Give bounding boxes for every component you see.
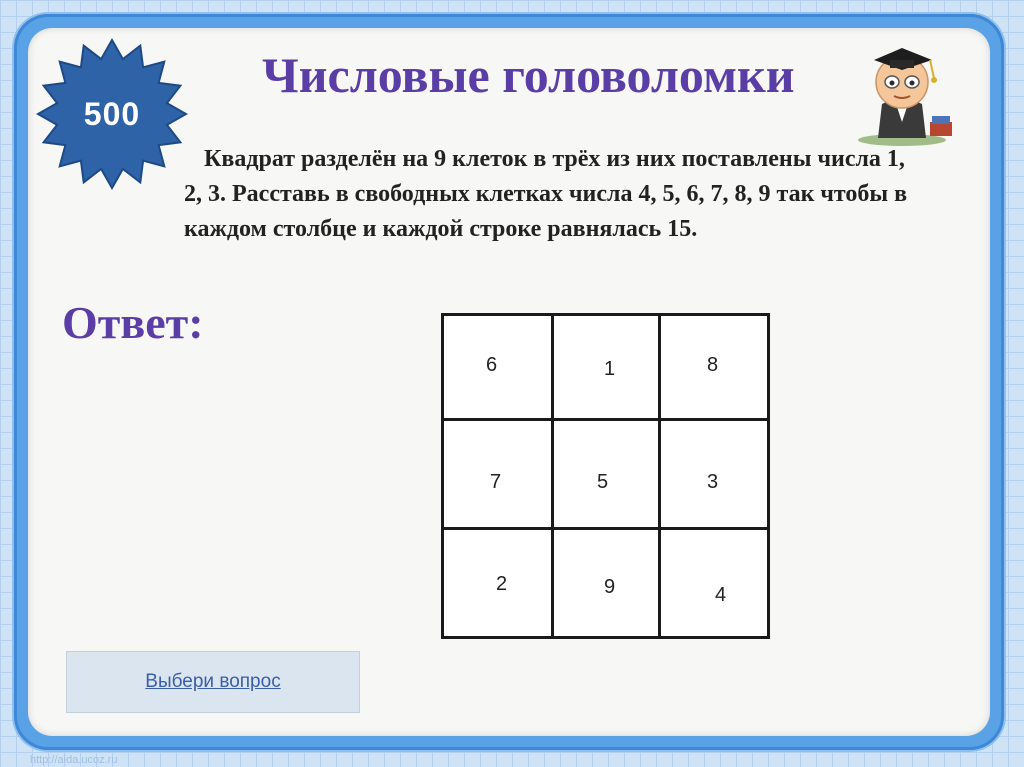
grid-cell: [658, 313, 770, 421]
choose-question-label[interactable]: Выбери вопрос: [145, 671, 281, 692]
grid-cell-number: 9: [604, 576, 616, 598]
grid-cell: [441, 418, 554, 530]
graduate-mascot-icon: [852, 42, 964, 146]
grid-cell: [441, 527, 554, 639]
magic-square-grid: [441, 313, 770, 639]
grid-cell-number: 4: [715, 584, 727, 606]
grid-cell: [551, 418, 661, 530]
grid-cell-number: 3: [707, 471, 719, 493]
grid-cell-number: 1: [604, 358, 616, 380]
grid-cell-number: 5: [597, 471, 609, 493]
badge-value: 500: [83, 95, 141, 132]
grid-cell-number: 2: [496, 573, 508, 595]
points-badge: [34, 38, 190, 190]
grid-cell: [658, 527, 770, 639]
grid-cell-number: 7: [490, 471, 502, 493]
grid-cell: [551, 313, 661, 421]
grid-cell: [441, 313, 554, 421]
grid-cell-number: 6: [486, 354, 498, 376]
page-title: Числовые головоломки: [262, 47, 795, 103]
watermark: http://aida.ucoz.ru: [30, 754, 118, 766]
grid-cell: [551, 527, 661, 639]
task-text: Квадрат разделён на 9 клеток в трёх из них поставлены числа 1, 2, 3. Расставь в свободных клетках числа 4, 5, 6, 7, 8, 9 так чтобы в каждом столбце и каждой строке равнялась 15.: [184, 146, 908, 242]
grid-cell: [658, 418, 770, 530]
answer-label: Ответ:: [62, 297, 204, 348]
choose-question-button[interactable]: [66, 651, 360, 713]
grid-cell-number: 8: [707, 354, 719, 376]
